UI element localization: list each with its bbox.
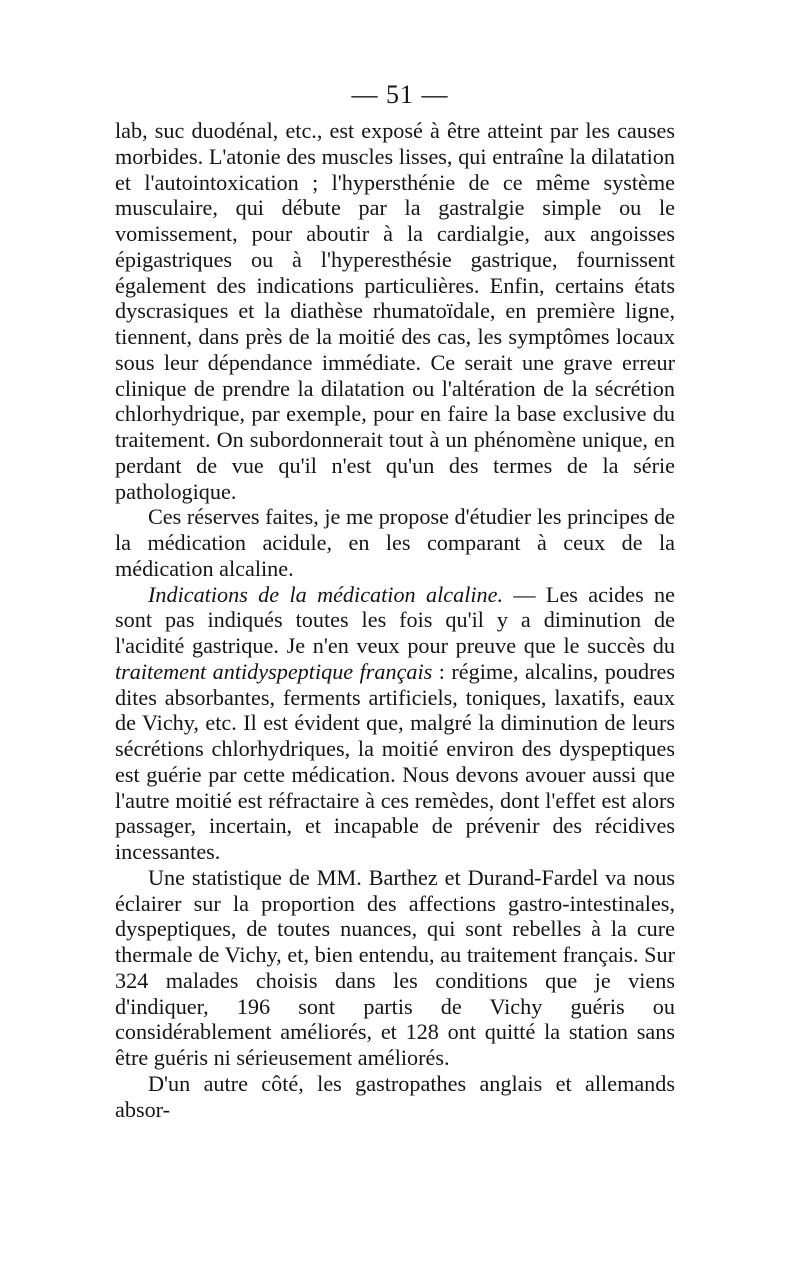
paragraph-2 bbox=[115, 504, 675, 581]
paragraph-1-text: lab, suc duodénal, etc., est exposé à être atteint par les causes morbides. L'atonie des muscles lisses, qui entraîne la dilatation et l'autointoxication ; l'hypersthénie de ce même système musculaire, qui débute par la gastralgie simple ou le vomissement, pour aboutir à la cardialgie, aux angoisses épigastriques ou à l'hyperesthésie gastrique, fournissent également des indications particulières. Enfin, certains états dyscrasiques et la diathèse rhumatoïdale, en première ligne, tiennent, dans près de la moitié des cas, les symptômes locaux sous leur dépendance immédiate. Ce serait une grave erreur clinique de prendre la dilatation ou l'altération de la sécrétion chlorhydrique, par exemple, pour en faire la base exclusive du traitement. On subordonnerait tout à un phénomène unique, en perdant de vue qu'il n'est qu'un des termes de la série pathologique. bbox=[115, 118, 675, 504]
paragraph-3-text-b: : régime, alcalins, poudres dites absorbantes, ferments artificiels, toniques, laxatifs, eaux de Vichy, etc. Il est évident que, malgré la diminution de leurs sécrétions chlorhydriques, la moitié environ des dyspeptiques est guérie par cette médication. Nous devons avouer aussi que l'autre moitié est réfractaire à ces remèdes, dont l'effet est alors passager, incertain, et incapable de prévenir des récidives incessantes. bbox=[115, 658, 676, 864]
paragraph-3-text-a: — Les acides ne sont pas indiqués toutes les fois qu'il y a diminution de l'acidité gastrique. Je n'en veux pour preuve que le succès du bbox=[115, 581, 675, 658]
paragraph-5-text: D'un autre côté, les gastropathes anglais et allemands absor- bbox=[115, 1070, 675, 1122]
paragraph-2-text: Ces réserves faites, je me propose d'étudier les principes de la médication acidule, en les comparant à ceux de la médication alcaline. bbox=[115, 504, 675, 581]
paragraph-4 bbox=[115, 865, 675, 1071]
body-text bbox=[115, 118, 675, 1122]
paragraph-1 bbox=[115, 118, 675, 504]
page-number: — 51 — bbox=[351, 80, 449, 109]
paragraph-3 bbox=[115, 582, 675, 865]
paragraph-4-text: Une statistique de MM. Barthez et Durand-Fardel va nous éclairer sur la proportion des affections gastro-intestinales, dyspeptiques, de toutes nuances, qui sont rebelles à la cure thermale de Vichy, et, bien entendu, au traitement français. Sur 324 malades choisis dans les conditions que je viens d'indiquer, 196 sont partis de Vichy guéris ou considérablement améliorés, et 128 ont quitté la station sans être guéris ni sérieusement améliorés. bbox=[115, 864, 675, 1070]
section-heading-italic: Indications de la médication alcaline. bbox=[148, 581, 504, 607]
italic-term: traitement antidyspeptique français bbox=[115, 658, 433, 684]
paragraph-5 bbox=[115, 1071, 675, 1123]
